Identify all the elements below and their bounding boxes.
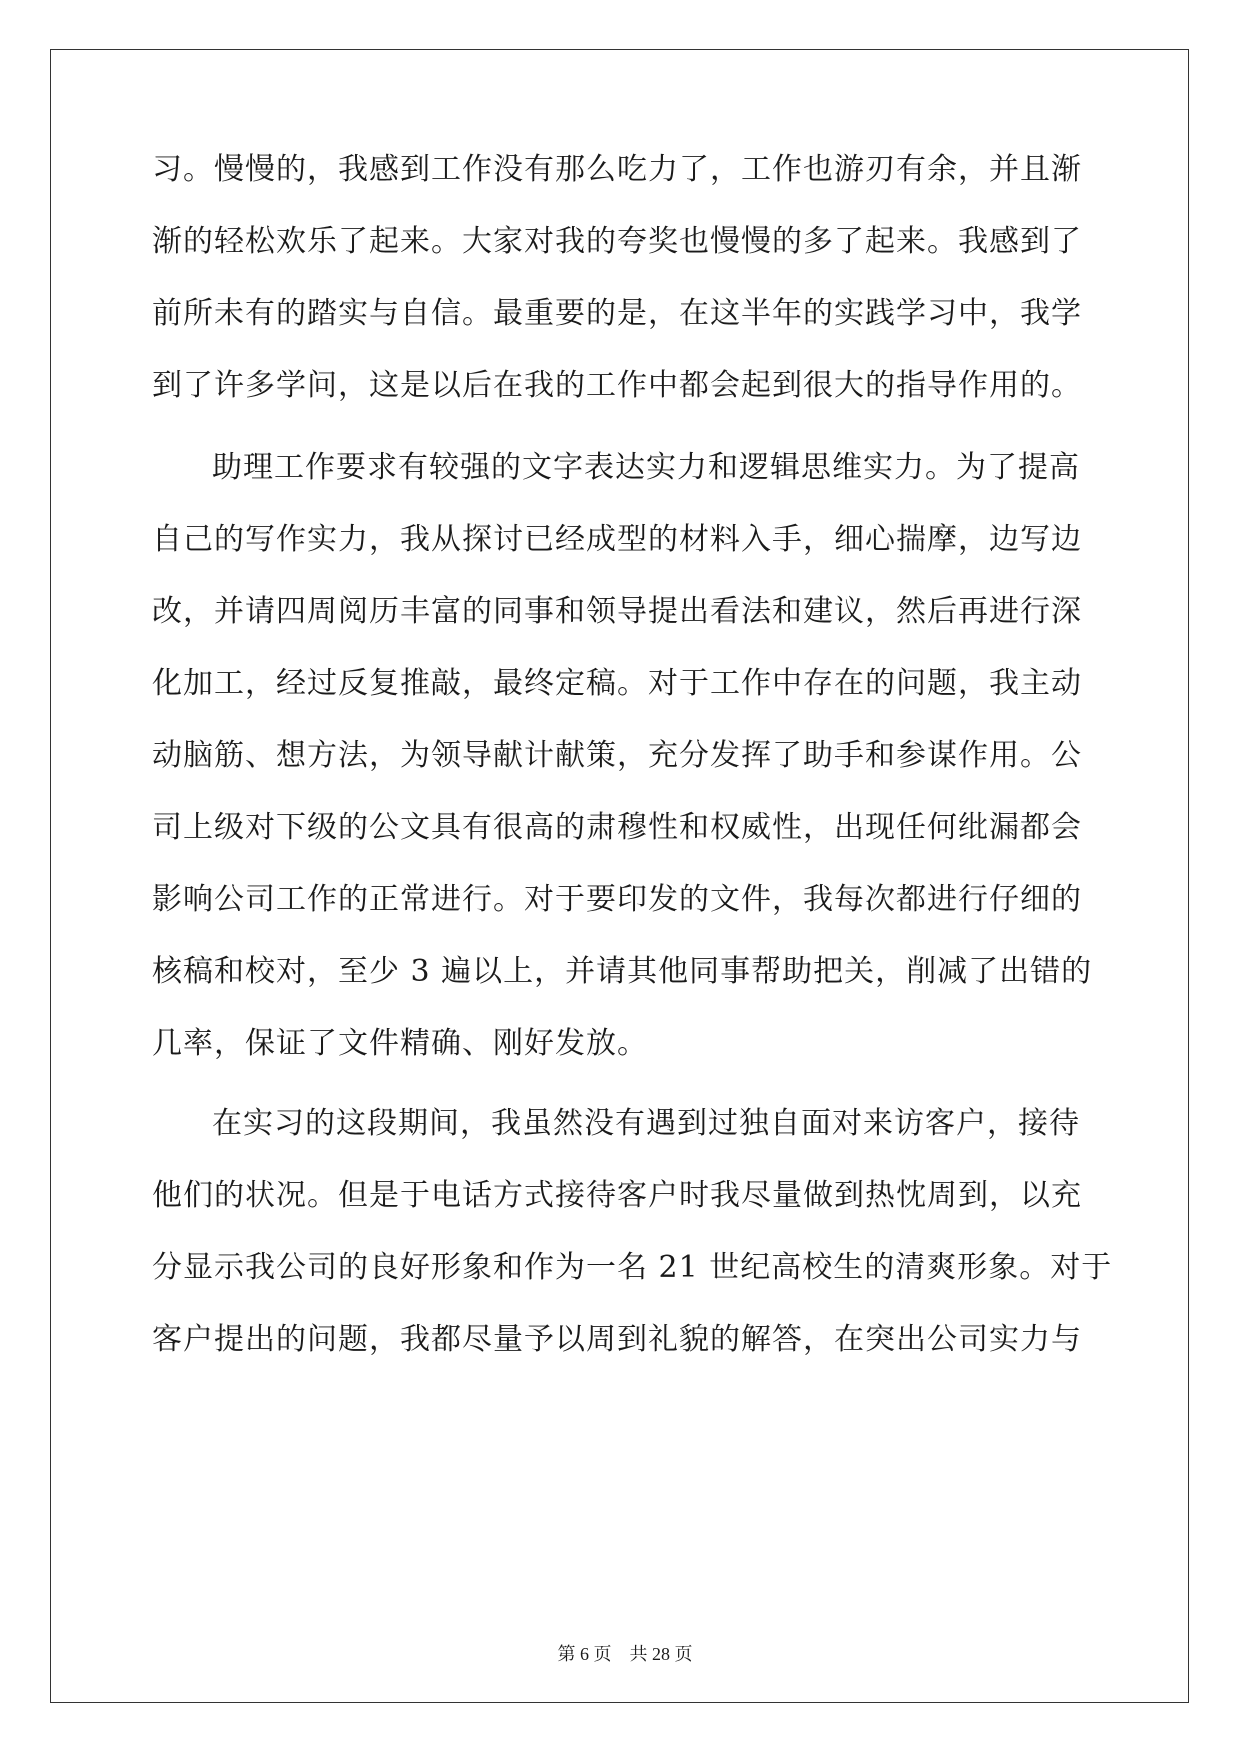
paragraph-start-line: 助理工作要求有较强的文字表达实力和逻辑思维实力。为了提高: [212, 450, 1080, 485]
text-line: 他们的状况。但是于电话方式接待客户时我尽量做到热忱周到，以充: [152, 1178, 1082, 1213]
text-line: 化加工，经过反复推敲，最终定稿。对于工作中存在的问题，我主动: [152, 666, 1082, 701]
text-line: 影响公司工作的正常进行。对于要印发的文件，我每次都进行仔细的: [152, 882, 1082, 917]
page-number-footer: [0, 1619, 1241, 1666]
text-line: 核稿和校对，至少 3 遍以上，并请其他同事帮助把关，削减了出错的: [152, 954, 1093, 989]
text-line: 分显示我公司的良好形象和作为一名 21 世纪高校生的清爽形象。对于: [152, 1250, 1113, 1285]
paragraph-start-line: 在实习的这段期间，我虽然没有遇到过独自面对来访客户，接待: [212, 1106, 1080, 1141]
text-line: 自己的写作实力，我从探讨已经成型的材料入手，细心揣摩，边写边: [152, 522, 1082, 557]
text-line: 到了许多学问，这是以后在我的工作中都会起到很大的指导作用的。: [152, 368, 1082, 403]
text-line: 几率，保证了文件精确、刚好发放。: [152, 1026, 648, 1061]
text-line: 客户提出的问题，我都尽量予以周到礼貌的解答，在突出公司实力与: [152, 1322, 1082, 1357]
text-line: 前所未有的踏实与自信。最重要的是，在这半年的实践学习中，我学: [152, 296, 1082, 331]
text-line: 动脑筋、想方法，为领导献计献策，充分发挥了助手和参谋作用。公: [152, 738, 1082, 773]
text-line: 习。慢慢的，我感到工作没有那么吃力了，工作也游刃有余，并且渐: [152, 152, 1082, 187]
text-line: 司上级对下级的公文具有很高的肃穆性和权威性，出现任何纰漏都会: [152, 810, 1082, 845]
text-line: 渐的轻松欢乐了起来。大家对我的夸奖也慢慢的多了起来。我感到了: [152, 224, 1082, 259]
page-number-label: 第 6 页 共 28 页: [557, 1644, 693, 1664]
text-line: 改，并请四周阅历丰富的同事和领导提出看法和建议，然后再进行深: [152, 594, 1082, 629]
